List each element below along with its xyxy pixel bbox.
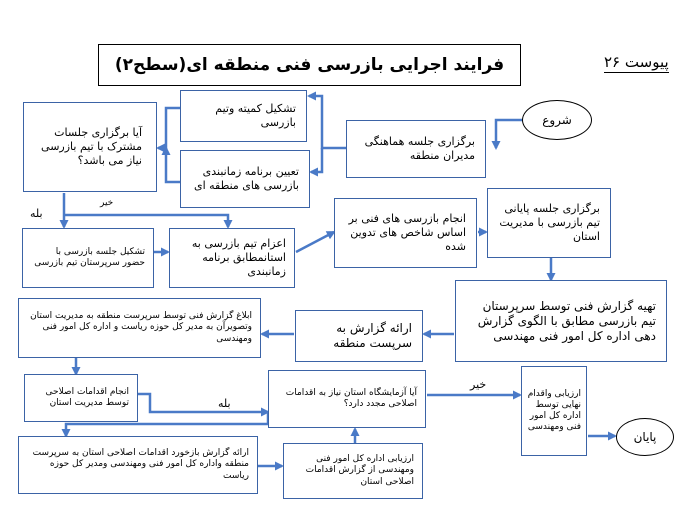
label-yes-top: بله bbox=[30, 207, 43, 220]
start-terminal: شروع bbox=[522, 100, 592, 140]
box-form-committee: تشکیل کمیته وتیم بازرسی bbox=[180, 90, 307, 142]
appendix-label: پیوست ۲۶ bbox=[604, 53, 669, 71]
arrow-schedule-to-question bbox=[166, 148, 180, 182]
label-no-bottom: خیر bbox=[470, 378, 487, 391]
label-yes-bottom: بله bbox=[218, 397, 231, 410]
box-feedback-report: ارائه گزارش بازخورد اقدامات اصلاحی استان به سرپرست منطقه واداره کل امور فنی ومهندسی ومدیر کل حوزه ریاست bbox=[18, 436, 258, 494]
box-inspection-meeting: تشکیل جلسه بازرسی با حضور سرپرستان تیم بازرسی bbox=[22, 228, 154, 288]
diagram-title: فرایند اجرایی بازرسی فنی منطقه ای(سطح۲) bbox=[98, 44, 521, 86]
box-corrective-actions: انجام اقدامات اصلاحی توسط مدیریت استان bbox=[24, 374, 138, 422]
arrow-start-to-meeting bbox=[496, 120, 522, 148]
box-hold-meeting: برگزاری جلسه هماهنگی مدیران منطقه bbox=[346, 120, 486, 178]
box-final-meeting: برگزاری جلسه پایانی تیم بازرسی با مدیریت استان bbox=[487, 188, 611, 258]
box-joint-meetings-question: آیا برگزاری جلسات مشترک با تیم بازرسی نیاز می باشد؟ bbox=[23, 102, 157, 192]
label-no-top: خیر bbox=[100, 198, 114, 208]
box-prepare-report: تهیه گزارش فنی توسط سرپرستان تیم بازرسی مطابق با الگوی گزارش دهی اداره کل امور فنی مهندسی bbox=[455, 280, 667, 362]
end-terminal: پایان bbox=[616, 418, 674, 456]
box-final-evaluation: ارزیابی واقدام نهایی توسط اداره کل امور فنی ومهندسی bbox=[521, 366, 587, 456]
arrow-question-no bbox=[64, 215, 228, 227]
box-lab-question: آیا آزمایشگاه استان نیاز به اقدامات اصلاحی مجدد دارد؟ bbox=[268, 370, 426, 428]
arrow-meeting-to-schedule bbox=[311, 148, 322, 172]
arrow-dispatch-to-perform bbox=[296, 232, 334, 252]
box-submit-report: ارائه گزارش به سرپست منطقه bbox=[295, 310, 423, 362]
arrow-meeting-to-committee bbox=[309, 96, 346, 148]
box-notify-report: ابلاغ گزارش فنی توسط سرپرست منطقه به مدیریت استان وتصویرآن به مدیر کل حوزه ریاست و اداره کل امور فنی ومهندسی bbox=[18, 298, 261, 358]
box-plan-schedule: تعیین برنامه زمانبندی بازرسی های منطقه ای bbox=[180, 150, 310, 208]
arrow-to-question bbox=[158, 108, 180, 148]
box-perform-inspection: انجام بازرسی های فنی بر اساس شاخص های تدوین شده bbox=[334, 198, 477, 268]
arrow-corrective-to-lab bbox=[138, 394, 268, 412]
box-dispatch-team: اعزام تیم بازرسی به استانمطابق برنامه زمانبندی bbox=[169, 228, 295, 288]
box-eval-by-department: ارزیابی اداره کل امور فنی ومهندسی از گزارش اقدامات اصلاحی استان bbox=[283, 443, 423, 499]
